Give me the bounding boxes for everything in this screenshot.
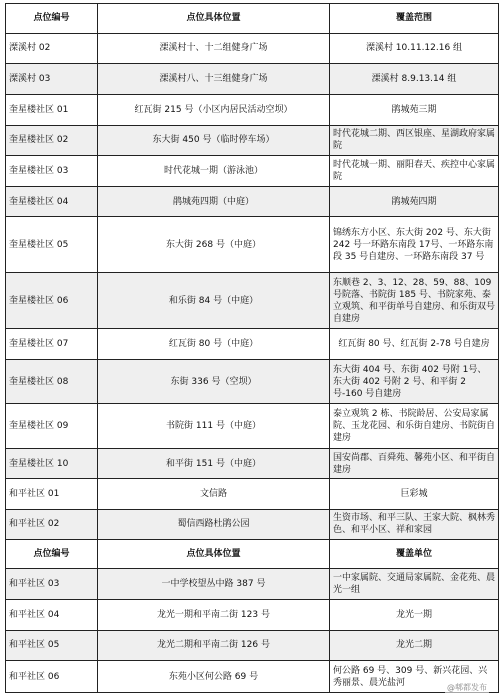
point-location-cell: 东大街 268 号（中庭） bbox=[98, 217, 330, 273]
table-row bbox=[6, 186, 499, 217]
point-id-cell: 奎星楼社区 01 bbox=[6, 94, 98, 125]
coverage-cell: 东顺巷 2、3、12、28、59、88、109 号院落、书院街 185 号、书院家苑、泰立观筑、和平街单号自建房、和乐街双号自建房 bbox=[330, 273, 499, 329]
table-row bbox=[6, 661, 499, 693]
point-id-cell: 和平社区 06 bbox=[6, 661, 98, 693]
point-location-cell: 溧溪村八、十三组健身广场 bbox=[98, 64, 330, 95]
coverage-cell: 鹃城苑三期 bbox=[330, 94, 499, 125]
coverage-cell: 泰立观筑 2 栋、书院龄居、公安局家属院、玉龙花园、和乐街自建房、书院街自建房 bbox=[330, 404, 499, 448]
point-location-cell: 点位具体位置 bbox=[98, 539, 330, 569]
table-row bbox=[6, 404, 499, 448]
table-row bbox=[6, 510, 499, 540]
coverage-cell: 红瓦街 80 号、红瓦街 2-78 号自建房 bbox=[330, 329, 499, 360]
table-row bbox=[6, 599, 499, 630]
point-location-cell: 书院街 111 号（中庭） bbox=[98, 404, 330, 448]
coverage-cell: 溧溪村 10.11.12.16 组 bbox=[330, 33, 499, 64]
coverage-cell: 一中家属院、交通局家属院、金花苑、晨光一组 bbox=[330, 569, 499, 600]
point-id-cell: 溧溪村 03 bbox=[6, 64, 98, 95]
coverage-cell: 时代花城二期、西区银座、星湖政府家属院 bbox=[330, 125, 499, 156]
column-header: 点位编号 bbox=[6, 4, 98, 34]
point-id-cell: 奎星楼社区 09 bbox=[6, 404, 98, 448]
table-row bbox=[6, 448, 499, 479]
coverage-cell: 覆盖单位 bbox=[330, 539, 499, 569]
table-row bbox=[6, 273, 499, 329]
watermark: @郫都发布 bbox=[447, 683, 487, 692]
table-row bbox=[6, 217, 499, 273]
table-row bbox=[6, 94, 499, 125]
point-id-cell: 和平社区 04 bbox=[6, 599, 98, 630]
point-id-cell: 和平社区 05 bbox=[6, 630, 98, 661]
point-id-cell: 奎星楼社区 04 bbox=[6, 186, 98, 217]
coverage-cell: 龙光二期 bbox=[330, 630, 499, 661]
table-row bbox=[6, 329, 499, 360]
coverage-cell: 国安尚郡、百舜苑、馨苑小区、和平街自建房 bbox=[330, 448, 499, 479]
coverage-cell: 生资市场、和平三队、王家大院、枫林秀色、和平小区、祥和家园 bbox=[330, 510, 499, 540]
point-id-cell: 溧溪村 02 bbox=[6, 33, 98, 64]
point-id-cell: 奎星楼社区 02 bbox=[6, 125, 98, 156]
point-location-cell: 和平街 151 号（中庭） bbox=[98, 448, 330, 479]
table-row bbox=[6, 64, 499, 95]
point-location-cell: 龙光二期和平南二街 126 号 bbox=[98, 630, 330, 661]
coverage-cell: 溧溪村 8.9.13.14 组 bbox=[330, 64, 499, 95]
coverage-cell: 时代花城一期、丽阳春天、疾控中心家属院 bbox=[330, 156, 499, 187]
table-row bbox=[6, 479, 499, 510]
point-id-cell: 奎星楼社区 08 bbox=[6, 360, 98, 404]
point-location-cell: 东街 336 号（空坝） bbox=[98, 360, 330, 404]
location-table bbox=[5, 3, 499, 693]
point-location-cell: 龙光一期和平南二街 123 号 bbox=[98, 599, 330, 630]
table-body bbox=[6, 4, 499, 693]
coverage-cell: 鹃城苑四期 bbox=[330, 186, 499, 217]
point-location-cell: 红瓦街 80 号（中庭） bbox=[98, 329, 330, 360]
point-id-cell: 奎星楼社区 03 bbox=[6, 156, 98, 187]
point-location-cell: 时代花城一期（游泳池） bbox=[98, 156, 330, 187]
point-id-cell: 点位编号 bbox=[6, 539, 98, 569]
coverage-cell: 龙光一期 bbox=[330, 599, 499, 630]
point-location-cell: 文信路 bbox=[98, 479, 330, 510]
point-location-cell: 一中学校望丛中路 387 号 bbox=[98, 569, 330, 600]
table-row bbox=[6, 33, 499, 64]
coverage-cell: 巨彩城 bbox=[330, 479, 499, 510]
table-header-row bbox=[6, 4, 499, 34]
table-row bbox=[6, 360, 499, 404]
table-row bbox=[6, 125, 499, 156]
coverage-cell: 何公路 69 号、309 号、新兴花园、兴秀丽景、晨光盐河 bbox=[330, 661, 499, 693]
column-header: 点位具体位置 bbox=[98, 4, 330, 34]
point-location-cell: 红瓦街 215 号（小区内居民活动空坝） bbox=[98, 94, 330, 125]
table-row bbox=[6, 630, 499, 661]
point-id-cell: 奎星楼社区 06 bbox=[6, 273, 98, 329]
table-subheader-row bbox=[6, 539, 499, 569]
point-location-cell: 东大街 450 号（临时停车场） bbox=[98, 125, 330, 156]
point-location-cell: 和乐街 84 号（中庭） bbox=[98, 273, 330, 329]
point-location-cell: 溧溪村十、十二组健身广场 bbox=[98, 33, 330, 64]
column-header: 覆盖范围 bbox=[330, 4, 499, 34]
point-location-cell: 鹃城苑四期（中庭） bbox=[98, 186, 330, 217]
coverage-cell: 东大街 404 号、东街 402 号附 1号、东大街 402 号附 2 号、和平街 2 号-160 号自建房 bbox=[330, 360, 499, 404]
point-id-cell: 奎星楼社区 05 bbox=[6, 217, 98, 273]
coverage-cell: 锦绣东方小区、东大街 202 号、东大街 242 号一环路东南段 17号、一环路东南段 35 号自建房、一环路东南段 37 号 bbox=[330, 217, 499, 273]
point-id-cell: 奎星楼社区 07 bbox=[6, 329, 98, 360]
point-id-cell: 和平社区 02 bbox=[6, 510, 98, 540]
point-id-cell: 奎星楼社区 10 bbox=[6, 448, 98, 479]
point-id-cell: 和平社区 03 bbox=[6, 569, 98, 600]
point-id-cell: 和平社区 01 bbox=[6, 479, 98, 510]
point-location-cell: 东苑小区何公路 69 号 bbox=[98, 661, 330, 693]
table-row bbox=[6, 156, 499, 187]
table-row bbox=[6, 569, 499, 600]
point-location-cell: 蜀信西路杜鹃公园 bbox=[98, 510, 330, 540]
